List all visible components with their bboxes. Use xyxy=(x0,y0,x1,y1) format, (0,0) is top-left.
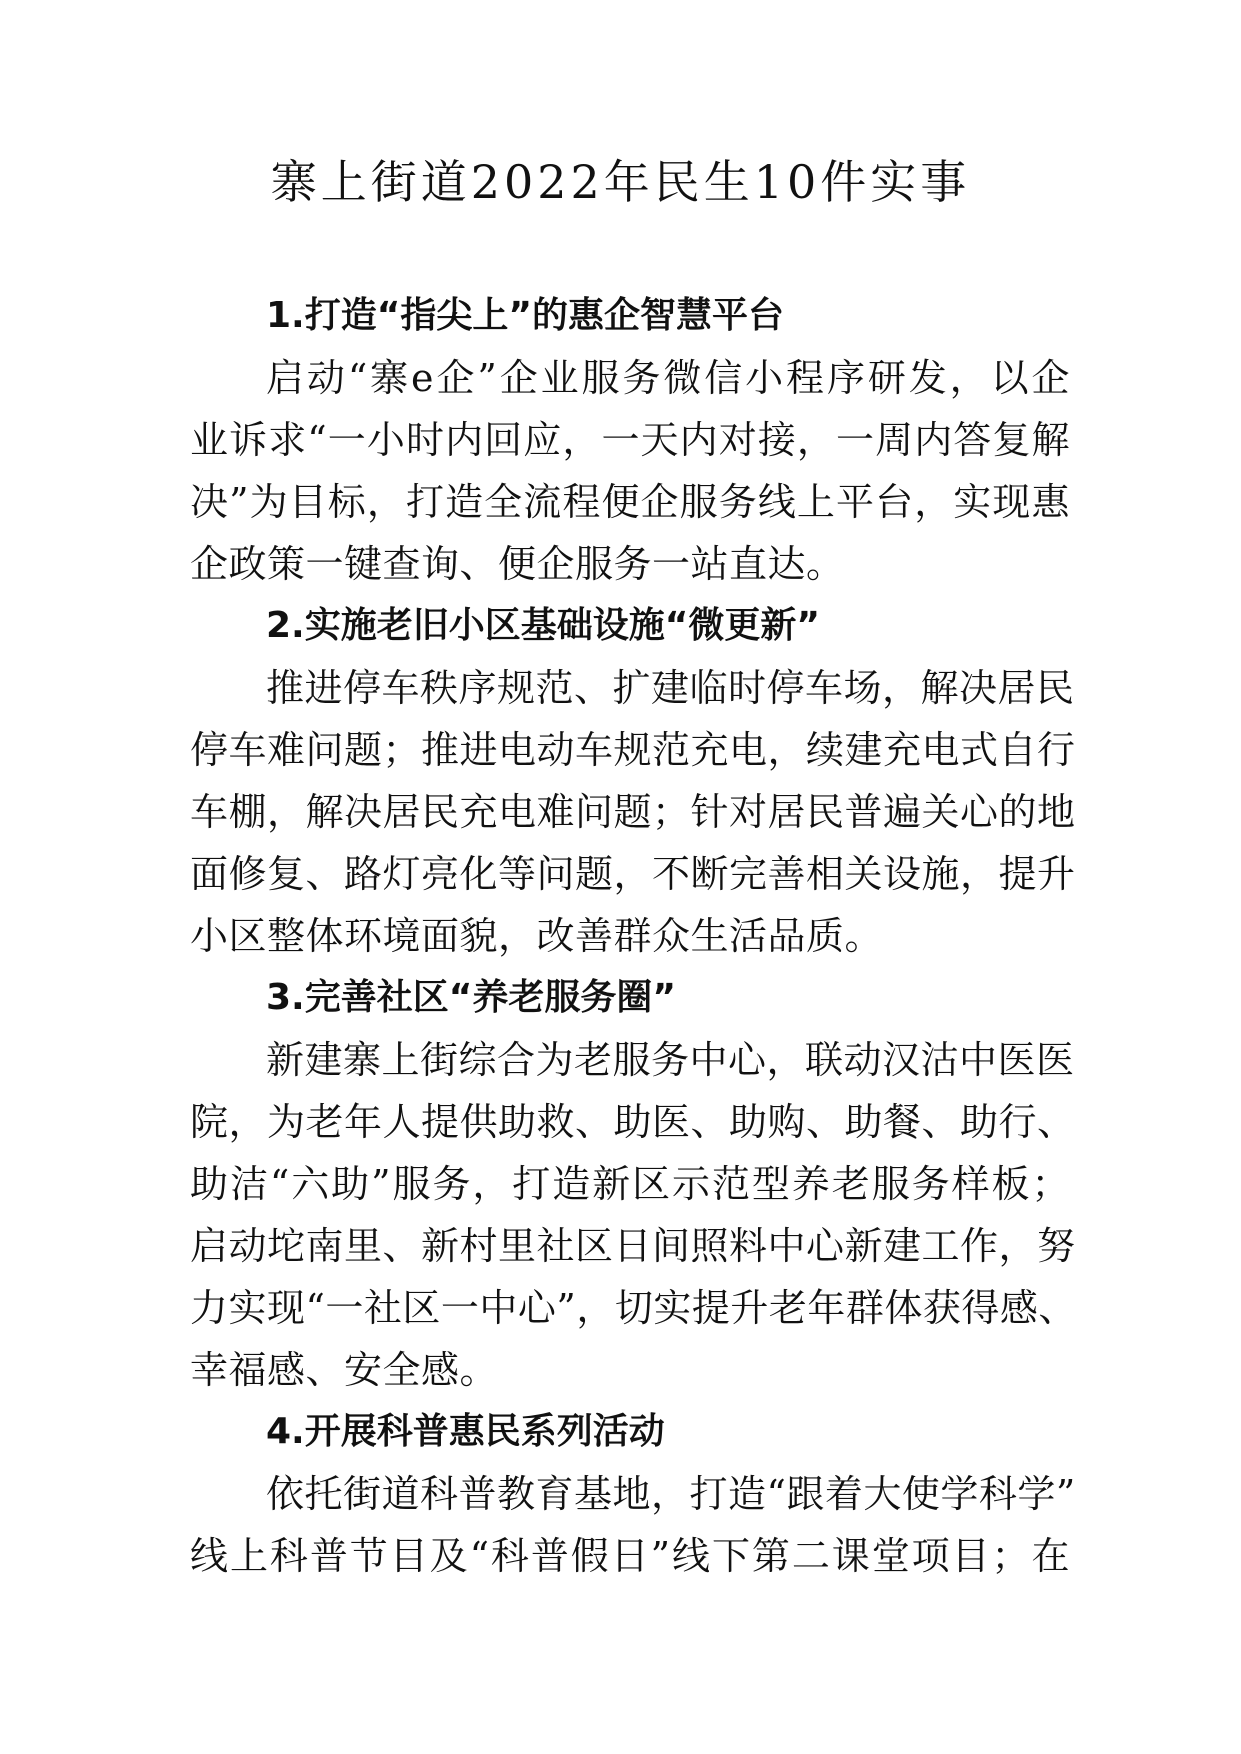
paragraph-line: 力实现“一社区一中心”，切实提升老年群体获得感、 xyxy=(190,1286,1077,1330)
paragraph-line: 启动坨南里、新村里社区日间照料中心新建工作，努 xyxy=(190,1224,1076,1268)
paragraph-line: 助洁“六助”服务，打造新区示范型养老服务样板； xyxy=(190,1162,1070,1206)
section-heading-1: 1.打造“指尖上”的惠企智慧平台 xyxy=(266,295,785,336)
paragraph-line: 面修复、路灯亮化等问题，不断完善相关设施，提升 xyxy=(190,852,1076,896)
section-heading-3: 3.完善社区“养老服务圈” xyxy=(266,977,677,1018)
paragraph-line: 依托街道科普教育基地，打造“跟着大使学科学” xyxy=(266,1472,1076,1516)
paragraph-line: 停车难问题；推进电动车规范充电，续建充电式自行 xyxy=(190,728,1076,772)
paragraph-line: 新建寨上街综合为老服务中心，联动汉沽中医医 xyxy=(266,1038,1075,1082)
paragraph-line: 企政策一键查询、便企服务一站直达。 xyxy=(190,542,845,586)
paragraph-line: 院，为老年人提供助救、助医、助购、助餐、助行、 xyxy=(190,1100,1076,1144)
document-body xyxy=(190,285,1077,1587)
document-title: 寨上街道2022年民生10件实事 xyxy=(270,155,971,209)
paragraph-line: 启动“寨e企”企业服务微信小程序研发，以企 xyxy=(266,356,1070,400)
section-heading-4: 4.开展科普惠民系列活动 xyxy=(266,1411,665,1452)
paragraph-line: 小区整体环境面貌，改善群众生活品质。 xyxy=(190,914,884,958)
section-heading-2: 2.实施老旧小区基础设施“微更新” xyxy=(266,605,821,646)
paragraph-line: 业诉求“一小时内回应，一天内对接，一周内答复解 xyxy=(190,418,1070,462)
paragraph-line: 幸福感、安全感。 xyxy=(190,1348,499,1392)
paragraph-line: 推进停车秩序规范、扩建临时停车场，解决居民 xyxy=(266,666,1075,710)
paragraph-line: 车棚，解决居民充电难问题；针对居民普遍关心的地 xyxy=(190,790,1076,834)
paragraph-line: 决”为目标，打造全流程便企服务线上平台，实现惠 xyxy=(190,480,1070,524)
paragraph-line: 线上科普节目及“科普假日”线下第二课堂项目；在 xyxy=(190,1534,1070,1578)
